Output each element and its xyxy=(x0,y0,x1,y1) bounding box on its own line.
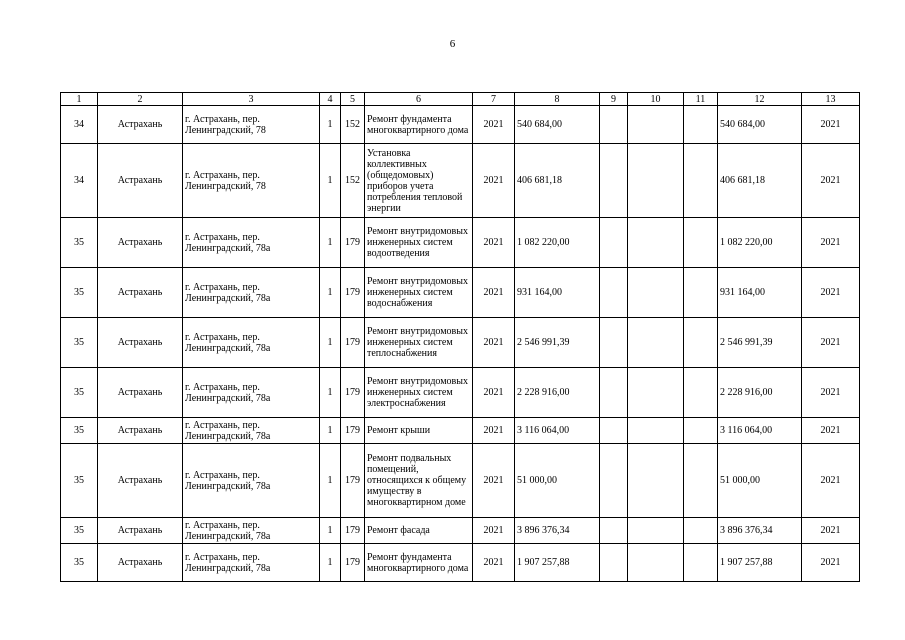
header-cell: 4 xyxy=(320,93,341,106)
header-cell: 6 xyxy=(365,93,473,106)
cell-number: 35 xyxy=(61,218,98,268)
cell-year: 2021 xyxy=(473,518,515,544)
page-number: 6 xyxy=(449,38,456,50)
cell-municipality: Астрахань xyxy=(98,318,183,368)
cell-col11 xyxy=(684,518,718,544)
cell-col11 xyxy=(684,218,718,268)
cell-col4: 1 xyxy=(320,218,341,268)
cell-number: 34 xyxy=(61,106,98,144)
cell-col5: 179 xyxy=(341,218,365,268)
cell-total: 931 164,00 xyxy=(718,268,802,318)
cell-year-end: 2021 xyxy=(802,144,860,218)
cell-municipality: Астрахань xyxy=(98,544,183,582)
cell-col11 xyxy=(684,368,718,418)
cell-year: 2021 xyxy=(473,218,515,268)
cell-address: г. Астрахань, пер. Ленинградский, 78а xyxy=(183,218,320,268)
cell-year: 2021 xyxy=(473,318,515,368)
cell-total: 3 116 064,00 xyxy=(718,418,802,444)
table-row xyxy=(61,444,860,518)
cell-col5: 179 xyxy=(341,418,365,444)
table-row xyxy=(61,368,860,418)
cell-col4: 1 xyxy=(320,106,341,144)
cell-cost: 2 546 991,39 xyxy=(515,318,600,368)
cell-municipality: Астрахань xyxy=(98,218,183,268)
cell-col5: 179 xyxy=(341,518,365,544)
cell-work-type: Ремонт крыши xyxy=(365,418,473,444)
cell-col9 xyxy=(600,106,628,144)
cell-col5: 179 xyxy=(341,318,365,368)
header-cell: 10 xyxy=(628,93,684,106)
cell-col4: 1 xyxy=(320,418,341,444)
cell-col5: 152 xyxy=(341,144,365,218)
cell-col5: 152 xyxy=(341,106,365,144)
cell-year: 2021 xyxy=(473,418,515,444)
header-cell: 13 xyxy=(802,93,860,106)
cell-address: г. Астрахань, пер. Ленинградский, 78 xyxy=(183,144,320,218)
table-row xyxy=(61,144,860,218)
cell-year-end: 2021 xyxy=(802,544,860,582)
table-row xyxy=(61,518,860,544)
cell-municipality: Астрахань xyxy=(98,368,183,418)
table-row xyxy=(61,268,860,318)
cell-work-type: Ремонт подвальных помещений, относящихся к общему имуществу в многоквартирном доме xyxy=(365,444,473,518)
cell-col9 xyxy=(600,444,628,518)
cell-cost: 2 228 916,00 xyxy=(515,368,600,418)
cell-work-type: Ремонт внутридомовых инженерных систем электроснабжения xyxy=(365,368,473,418)
cell-address: г. Астрахань, пер. Ленинградский, 78а xyxy=(183,318,320,368)
cell-col4: 1 xyxy=(320,144,341,218)
cell-year: 2021 xyxy=(473,444,515,518)
header-cell: 1 xyxy=(61,93,98,106)
header-cell: 12 xyxy=(718,93,802,106)
cell-col4: 1 xyxy=(320,444,341,518)
cell-municipality: Астрахань xyxy=(98,106,183,144)
cell-col10 xyxy=(628,418,684,444)
header-cell: 2 xyxy=(98,93,183,106)
cell-address: г. Астрахань, пер. Ленинградский, 78а xyxy=(183,544,320,582)
cell-col10 xyxy=(628,268,684,318)
cell-address: г. Астрахань, пер. Ленинградский, 78а xyxy=(183,268,320,318)
cell-year-end: 2021 xyxy=(802,218,860,268)
table-row xyxy=(61,218,860,268)
cell-address: г. Астрахань, пер. Ленинградский, 78а xyxy=(183,418,320,444)
cell-address: г. Астрахань, пер. Ленинградский, 78а xyxy=(183,444,320,518)
cell-cost: 51 000,00 xyxy=(515,444,600,518)
cell-total: 51 000,00 xyxy=(718,444,802,518)
cell-col5: 179 xyxy=(341,544,365,582)
cell-col11 xyxy=(684,444,718,518)
cell-total: 540 684,00 xyxy=(718,106,802,144)
cell-address: г. Астрахань, пер. Ленинградский, 78а xyxy=(183,368,320,418)
table-row xyxy=(61,106,860,144)
cell-year-end: 2021 xyxy=(802,518,860,544)
cell-year-end: 2021 xyxy=(802,268,860,318)
cell-total: 3 896 376,34 xyxy=(718,518,802,544)
cell-municipality: Астрахань xyxy=(98,268,183,318)
cell-col9 xyxy=(600,518,628,544)
cell-work-type: Ремонт фундамента многоквартирного дома xyxy=(365,544,473,582)
header-cell: 3 xyxy=(183,93,320,106)
cell-col4: 1 xyxy=(320,318,341,368)
cell-work-type: Ремонт внутридомовых инженерных систем водоснабжения xyxy=(365,268,473,318)
cell-col10 xyxy=(628,144,684,218)
cell-municipality: Астрахань xyxy=(98,444,183,518)
cell-col9 xyxy=(600,544,628,582)
cell-col10 xyxy=(628,368,684,418)
cell-year-end: 2021 xyxy=(802,106,860,144)
cell-col4: 1 xyxy=(320,268,341,318)
cell-year-end: 2021 xyxy=(802,444,860,518)
cell-col10 xyxy=(628,518,684,544)
cell-year-end: 2021 xyxy=(802,418,860,444)
cell-number: 35 xyxy=(61,318,98,368)
cell-year-end: 2021 xyxy=(802,318,860,368)
cell-total: 2 546 991,39 xyxy=(718,318,802,368)
table-row xyxy=(61,318,860,368)
cell-year: 2021 xyxy=(473,144,515,218)
cell-col10 xyxy=(628,106,684,144)
cell-col10 xyxy=(628,544,684,582)
cell-col10 xyxy=(628,444,684,518)
cell-col11 xyxy=(684,318,718,368)
cell-work-type: Ремонт внутридомовых инженерных систем теплоснабжения xyxy=(365,318,473,368)
cell-cost: 1 907 257,88 xyxy=(515,544,600,582)
cell-year: 2021 xyxy=(473,106,515,144)
cell-col11 xyxy=(684,544,718,582)
cell-cost: 931 164,00 xyxy=(515,268,600,318)
cell-address: г. Астрахань, пер. Ленинградский, 78 xyxy=(183,106,320,144)
cell-col4: 1 xyxy=(320,518,341,544)
cell-col9 xyxy=(600,144,628,218)
cell-total: 1 082 220,00 xyxy=(718,218,802,268)
cell-work-type: Ремонт фундамента многоквартирного дома xyxy=(365,106,473,144)
cell-col9 xyxy=(600,318,628,368)
cell-col9 xyxy=(600,268,628,318)
cell-col5: 179 xyxy=(341,268,365,318)
cell-col4: 1 xyxy=(320,544,341,582)
table-row xyxy=(61,418,860,444)
cell-cost: 406 681,18 xyxy=(515,144,600,218)
cell-col4: 1 xyxy=(320,368,341,418)
cell-col9 xyxy=(600,368,628,418)
cell-number: 35 xyxy=(61,368,98,418)
cell-number: 34 xyxy=(61,144,98,218)
table-row xyxy=(61,544,860,582)
cell-year: 2021 xyxy=(473,268,515,318)
cell-address: г. Астрахань, пер. Ленинградский, 78а xyxy=(183,518,320,544)
cell-number: 35 xyxy=(61,444,98,518)
cell-cost: 540 684,00 xyxy=(515,106,600,144)
cell-municipality: Астрахань xyxy=(98,518,183,544)
cell-cost: 3 116 064,00 xyxy=(515,418,600,444)
cell-work-type: Ремонт внутридомовых инженерных систем водоотведения xyxy=(365,218,473,268)
header-cell: 11 xyxy=(684,93,718,106)
cell-year: 2021 xyxy=(473,544,515,582)
cell-col5: 179 xyxy=(341,444,365,518)
cell-year-end: 2021 xyxy=(802,368,860,418)
cell-cost: 3 896 376,34 xyxy=(515,518,600,544)
cell-col10 xyxy=(628,318,684,368)
cell-work-type: Установка коллективных (общедомовых) приборов учета потребления тепловой энергии xyxy=(365,144,473,218)
cell-year: 2021 xyxy=(473,368,515,418)
cell-number: 35 xyxy=(61,518,98,544)
cell-col11 xyxy=(684,268,718,318)
header-cell: 5 xyxy=(341,93,365,106)
cell-col5: 179 xyxy=(341,368,365,418)
cell-col11 xyxy=(684,144,718,218)
cell-col9 xyxy=(600,218,628,268)
header-row xyxy=(61,93,860,106)
cell-col10 xyxy=(628,218,684,268)
cell-total: 1 907 257,88 xyxy=(718,544,802,582)
cell-municipality: Астрахань xyxy=(98,418,183,444)
capital-repair-table xyxy=(60,92,860,582)
header-cell: 8 xyxy=(515,93,600,106)
cell-work-type: Ремонт фасада xyxy=(365,518,473,544)
cell-total: 406 681,18 xyxy=(718,144,802,218)
cell-municipality: Астрахань xyxy=(98,144,183,218)
cell-col11 xyxy=(684,418,718,444)
cell-number: 35 xyxy=(61,268,98,318)
cell-number: 35 xyxy=(61,418,98,444)
cell-cost: 1 082 220,00 xyxy=(515,218,600,268)
cell-col11 xyxy=(684,106,718,144)
header-cell: 7 xyxy=(473,93,515,106)
cell-col9 xyxy=(600,418,628,444)
cell-number: 35 xyxy=(61,544,98,582)
cell-total: 2 228 916,00 xyxy=(718,368,802,418)
header-cell: 9 xyxy=(600,93,628,106)
